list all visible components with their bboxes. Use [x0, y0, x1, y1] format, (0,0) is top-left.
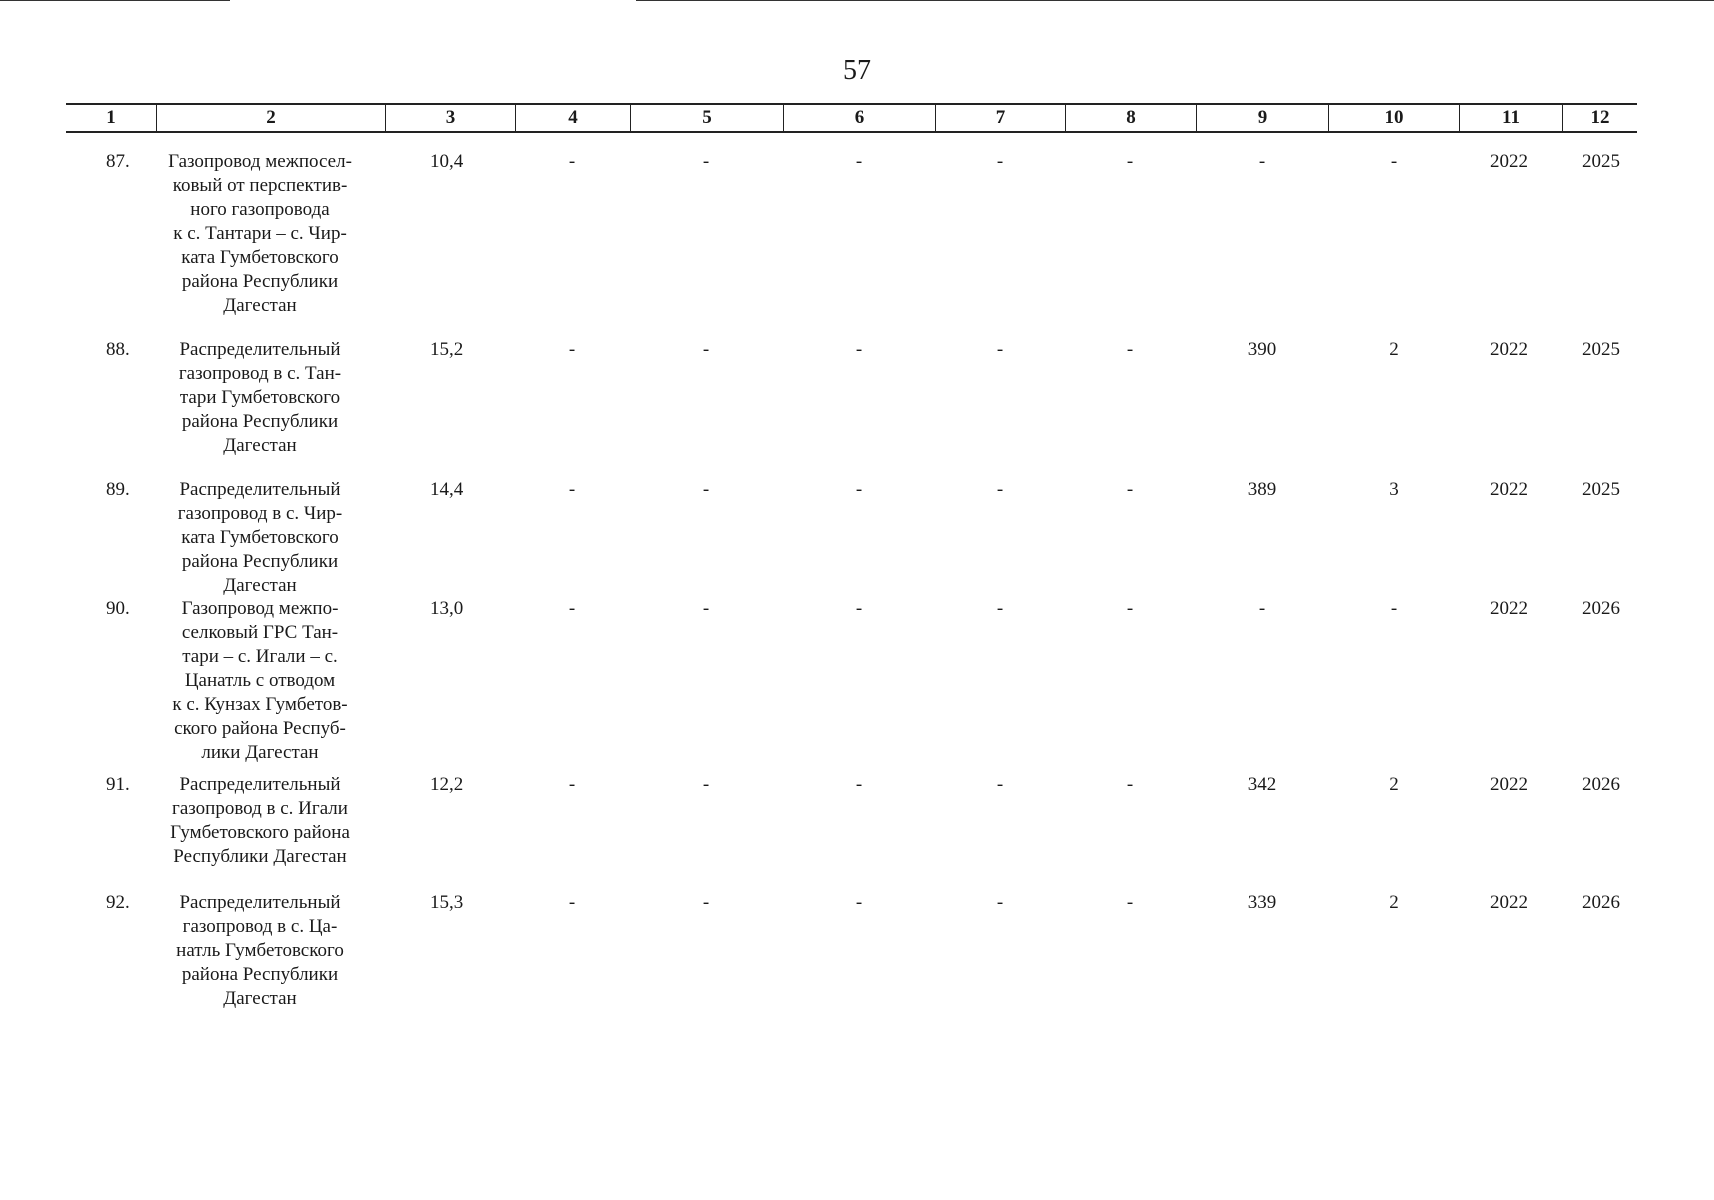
row-number: 92.: [106, 892, 130, 913]
cell-c6: -: [855, 151, 863, 172]
object-name-line: Распределительный: [179, 774, 341, 795]
object-name-line: района Республики: [181, 411, 339, 432]
header-col-9: 9: [1196, 105, 1328, 131]
cell-c12: 2025: [1582, 339, 1620, 360]
cell-c10: -: [1390, 151, 1398, 172]
cell-c4: -: [568, 598, 576, 619]
cell-c10: 3: [1389, 479, 1399, 500]
object-name-line: лики Дагестан: [201, 742, 319, 763]
cell-c9: 390: [1247, 339, 1277, 360]
row-number: 91.: [106, 774, 130, 795]
cell-c8: -: [1126, 339, 1134, 360]
cell-c6: -: [855, 479, 863, 500]
object-name-line: района Республики: [181, 271, 339, 292]
object-name-line: ката Гумбетовского: [181, 527, 339, 548]
header-col-8: 8: [1065, 105, 1196, 131]
cell-c7: -: [996, 774, 1004, 795]
cell-c12: 2026: [1582, 774, 1620, 795]
cell-c9: -: [1258, 598, 1266, 619]
object-name-line: тари – с. Игали – с.: [182, 646, 338, 667]
header-col-11: 11: [1459, 105, 1562, 131]
cell-c5: -: [702, 479, 710, 500]
cell-c5: -: [702, 339, 710, 360]
row-number: 88.: [106, 339, 130, 360]
object-name-line: селковый ГРС Тан-: [181, 622, 339, 643]
header-col-10: 10: [1328, 105, 1459, 131]
length-value: 15,3: [430, 892, 464, 913]
object-name-line: района Республики: [181, 551, 339, 572]
object-name-line: газопровод в с. Тан-: [178, 363, 342, 384]
cell-c12: 2026: [1582, 598, 1620, 619]
cell-c7: -: [996, 892, 1004, 913]
object-name-line: газопровод в с. Ца-: [182, 916, 338, 937]
cell-c6: -: [855, 598, 863, 619]
object-name-line: Распределительный: [179, 479, 341, 500]
cell-c5: -: [702, 151, 710, 172]
cell-c6: -: [855, 892, 863, 913]
cell-c8: -: [1126, 774, 1134, 795]
object-name-line: Дагестан: [223, 988, 297, 1009]
object-name: [156, 891, 364, 1011]
cell-c5: -: [702, 774, 710, 795]
object-name-line: Распределительный: [179, 339, 341, 360]
header-col-5: 5: [630, 105, 783, 131]
cell-c12: 2025: [1582, 151, 1620, 172]
length-value: 12,2: [430, 774, 464, 795]
cell-c4: -: [568, 774, 576, 795]
scan-edge-line: [636, 0, 1714, 1]
cell-c8: -: [1126, 479, 1134, 500]
object-name-line: Распределительный: [179, 892, 341, 913]
length-value: 15,2: [430, 339, 464, 360]
cell-c4: -: [568, 339, 576, 360]
cell-c6: -: [855, 339, 863, 360]
object-name-line: ского района Респуб-: [174, 718, 346, 739]
cell-c7: -: [996, 598, 1004, 619]
object-name-line: ного газопровода: [190, 199, 330, 220]
cell-c11: 2022: [1490, 598, 1528, 619]
object-name: [156, 597, 364, 765]
scan-edge-line: [0, 0, 230, 1]
cell-c4: -: [568, 479, 576, 500]
object-name-line: тари Гумбетовского: [179, 387, 341, 408]
object-name-line: газопровод в с. Чир-: [177, 503, 343, 524]
cell-c5: -: [702, 598, 710, 619]
cell-c9: 342: [1247, 774, 1277, 795]
object-name-line: ката Гумбетовского: [181, 247, 339, 268]
object-name: [156, 773, 364, 869]
object-name-line: натль Гумбетовского: [176, 940, 344, 961]
row-number: 90.: [106, 598, 130, 619]
cell-c9: -: [1258, 151, 1266, 172]
cell-c8: -: [1126, 598, 1134, 619]
object-name-line: газопровод в с. Игали: [172, 798, 348, 819]
cell-c4: -: [568, 892, 576, 913]
object-name-line: Дагестан: [223, 295, 297, 316]
cell-c11: 2022: [1490, 339, 1528, 360]
header-col-2: 2: [156, 105, 385, 131]
length-value: 14,4: [430, 479, 464, 500]
cell-c11: 2022: [1490, 151, 1528, 172]
object-name: [156, 338, 364, 458]
object-name-line: Газопровод межпо-: [181, 598, 339, 619]
cell-c7: -: [996, 339, 1004, 360]
cell-c12: 2026: [1582, 892, 1620, 913]
object-name-line: Республики Дагестан: [173, 846, 347, 867]
row-number: 89.: [106, 479, 130, 500]
object-name: [156, 150, 364, 318]
header-col-4: 4: [515, 105, 630, 131]
header-col-1: 1: [106, 107, 116, 128]
cell-c9: 339: [1247, 892, 1277, 913]
cell-c11: 2022: [1490, 479, 1528, 500]
object-name-line: Дагестан: [223, 575, 297, 596]
cell-c11: 2022: [1490, 892, 1528, 913]
object-name-line: Гумбетовского района: [170, 822, 350, 843]
object-name-line: к с. Кунзах Гумбетов-: [172, 694, 348, 715]
cell-c10: 2: [1389, 892, 1399, 913]
cell-c12: 2025: [1582, 479, 1620, 500]
object-name-line: Газопровод межпосел-: [168, 151, 352, 172]
cell-c10: 2: [1389, 774, 1399, 795]
table-header: [66, 103, 1637, 133]
cell-c8: -: [1126, 892, 1134, 913]
cell-c7: -: [996, 479, 1004, 500]
object-name: [156, 478, 364, 598]
cell-c4: -: [568, 151, 576, 172]
row-number: 87.: [106, 151, 130, 172]
cell-c10: 2: [1389, 339, 1399, 360]
length-value: 10,4: [430, 151, 464, 172]
object-name-line: Дагестан: [223, 435, 297, 456]
length-value: 13,0: [430, 598, 464, 619]
header-col-6: 6: [783, 105, 935, 131]
cell-c9: 389: [1247, 479, 1277, 500]
cell-c6: -: [855, 774, 863, 795]
object-name-line: района Республики: [181, 964, 339, 985]
header-col-7: 7: [935, 105, 1065, 131]
object-name-line: Цанатль с отводом: [184, 670, 336, 691]
cell-c7: -: [996, 151, 1004, 172]
header-col-3: 3: [385, 105, 515, 131]
cell-c8: -: [1126, 151, 1134, 172]
cell-c5: -: [702, 892, 710, 913]
object-name-line: ковый от перспектив-: [172, 175, 348, 196]
header-col-12: 12: [1562, 105, 1637, 131]
object-name-line: к с. Тантари – с. Чир-: [173, 223, 347, 244]
cell-c10: -: [1390, 598, 1398, 619]
cell-c11: 2022: [1490, 774, 1528, 795]
page-number: 57: [843, 55, 871, 86]
